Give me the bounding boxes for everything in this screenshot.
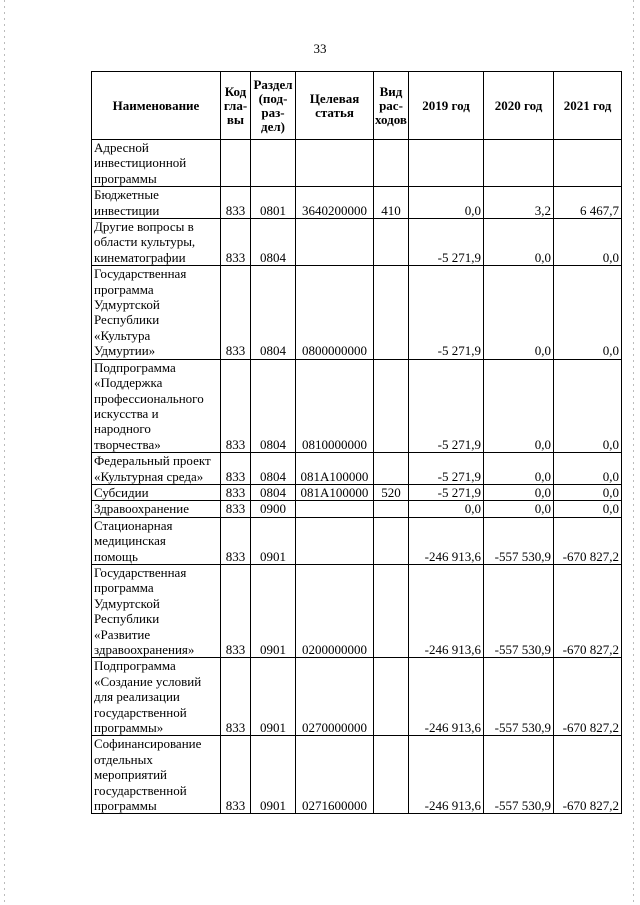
row-section: 0804 <box>251 484 296 500</box>
row-code: 833 <box>221 736 251 814</box>
table-row <box>92 564 622 657</box>
row-name: Здравоохранение <box>92 501 221 517</box>
row-section: 0901 <box>251 564 296 657</box>
row-target: 081A100000 <box>296 484 374 500</box>
row-code: 833 <box>221 658 251 736</box>
row-2020: -557 530,9 <box>484 736 554 814</box>
row-code: 833 <box>221 564 251 657</box>
row-target <box>296 140 374 187</box>
row-code: 833 <box>221 517 251 564</box>
header-name: Наименование <box>92 72 221 140</box>
table-row <box>92 219 622 266</box>
row-2020: 0,0 <box>484 219 554 266</box>
row-type <box>374 658 409 736</box>
row-2019: 0,0 <box>409 501 484 517</box>
table-row <box>92 187 622 219</box>
row-type <box>374 359 409 452</box>
row-name: Государственная программа Удмуртской Республики «Развитие здравоохранения» <box>92 564 221 657</box>
row-target: 0271600000 <box>296 736 374 814</box>
row-type <box>374 564 409 657</box>
row-2021: 0,0 <box>554 484 622 500</box>
row-code: 833 <box>221 187 251 219</box>
table-row <box>92 140 622 187</box>
row-2020: 3,2 <box>484 187 554 219</box>
row-2019: -5 271,9 <box>409 219 484 266</box>
page-number: 33 <box>313 41 327 56</box>
row-type <box>374 266 409 359</box>
row-name: Бюджетные инвестиции <box>92 187 221 219</box>
row-section: 0801 <box>251 187 296 219</box>
row-name: Подпрограмма «Создание условий для реализации государственной программы» <box>92 658 221 736</box>
row-type <box>374 517 409 564</box>
table-row <box>92 658 622 736</box>
row-2020: 0,0 <box>484 266 554 359</box>
row-section: 0804 <box>251 453 296 485</box>
row-code: 833 <box>221 453 251 485</box>
row-name: Софинансирование отдельных мероприятий государственной программы <box>92 736 221 814</box>
row-2019: -5 271,9 <box>409 266 484 359</box>
row-2019: -246 913,6 <box>409 564 484 657</box>
row-2020: -557 530,9 <box>484 564 554 657</box>
row-section <box>251 140 296 187</box>
row-target: 0800000000 <box>296 266 374 359</box>
row-type <box>374 501 409 517</box>
row-2019: -246 913,6 <box>409 736 484 814</box>
header-2019: 2019 год <box>409 72 484 140</box>
row-2020: 0,0 <box>484 484 554 500</box>
row-section: 0804 <box>251 219 296 266</box>
row-2019: 0,0 <box>409 187 484 219</box>
table-row <box>92 736 622 814</box>
header-code: Код гла- вы <box>221 72 251 140</box>
row-2021: -670 827,2 <box>554 564 622 657</box>
row-target: 0270000000 <box>296 658 374 736</box>
row-section: 0901 <box>251 736 296 814</box>
left-scan-edge <box>4 0 5 905</box>
table-row <box>92 266 622 359</box>
row-target: 0200000000 <box>296 564 374 657</box>
row-type <box>374 736 409 814</box>
row-code: 833 <box>221 219 251 266</box>
row-code: 833 <box>221 484 251 500</box>
row-2021: 6 467,7 <box>554 187 622 219</box>
row-2021: 0,0 <box>554 453 622 485</box>
row-2021: -670 827,2 <box>554 736 622 814</box>
row-type: 520 <box>374 484 409 500</box>
row-target: 3640200000 <box>296 187 374 219</box>
header-target: Целевая статья <box>296 72 374 140</box>
row-section: 0901 <box>251 517 296 564</box>
row-name: Государственная программа Удмуртской Республики «Культура Удмуртии» <box>92 266 221 359</box>
row-code: 833 <box>221 266 251 359</box>
row-section: 0804 <box>251 359 296 452</box>
header-type: Вид рас- ходов <box>374 72 409 140</box>
row-2021: 0,0 <box>554 219 622 266</box>
row-target <box>296 517 374 564</box>
row-2021: 0,0 <box>554 266 622 359</box>
row-target: 081A100000 <box>296 453 374 485</box>
row-2020 <box>484 140 554 187</box>
row-2021: 0,0 <box>554 501 622 517</box>
row-2021: -670 827,2 <box>554 517 622 564</box>
row-name: Федеральный проект «Культурная среда» <box>92 453 221 485</box>
right-scan-edge <box>633 0 634 905</box>
row-target <box>296 501 374 517</box>
row-target: 0810000000 <box>296 359 374 452</box>
row-section: 0804 <box>251 266 296 359</box>
table-body <box>92 140 622 814</box>
row-code: 833 <box>221 501 251 517</box>
row-name: Субсидии <box>92 484 221 500</box>
row-2020: -557 530,9 <box>484 658 554 736</box>
row-type <box>374 453 409 485</box>
row-2019: -5 271,9 <box>409 484 484 500</box>
row-code <box>221 140 251 187</box>
row-2021: -670 827,2 <box>554 658 622 736</box>
row-type <box>374 140 409 187</box>
row-2021 <box>554 140 622 187</box>
row-section: 0900 <box>251 501 296 517</box>
row-2019: -5 271,9 <box>409 453 484 485</box>
row-name: Другие вопросы в области культуры, кинематографии <box>92 219 221 266</box>
row-2019 <box>409 140 484 187</box>
table-row <box>92 517 622 564</box>
row-2019: -246 913,6 <box>409 658 484 736</box>
row-type <box>374 219 409 266</box>
header-2020: 2020 год <box>484 72 554 140</box>
table-row <box>92 453 622 485</box>
table-row <box>92 359 622 452</box>
row-2021: 0,0 <box>554 359 622 452</box>
row-2020: 0,0 <box>484 501 554 517</box>
header-2021: 2021 год <box>554 72 622 140</box>
row-code: 833 <box>221 359 251 452</box>
row-2020: 0,0 <box>484 359 554 452</box>
row-name: Стационарная медицинская помощь <box>92 517 221 564</box>
table-row <box>92 484 622 500</box>
row-2019: -246 913,6 <box>409 517 484 564</box>
row-2020: -557 530,9 <box>484 517 554 564</box>
row-type: 410 <box>374 187 409 219</box>
row-name: Адресной инвестиционной программы <box>92 140 221 187</box>
row-name: Подпрограмма «Поддержка профессионального искусства и народного творчества» <box>92 359 221 452</box>
table-row <box>92 501 622 517</box>
row-section: 0901 <box>251 658 296 736</box>
header-section: Раздел (под- раз- дел) <box>251 72 296 140</box>
row-2019: -5 271,9 <box>409 359 484 452</box>
row-target <box>296 219 374 266</box>
budget-table <box>91 71 622 814</box>
header-row <box>92 72 622 140</box>
row-2020: 0,0 <box>484 453 554 485</box>
